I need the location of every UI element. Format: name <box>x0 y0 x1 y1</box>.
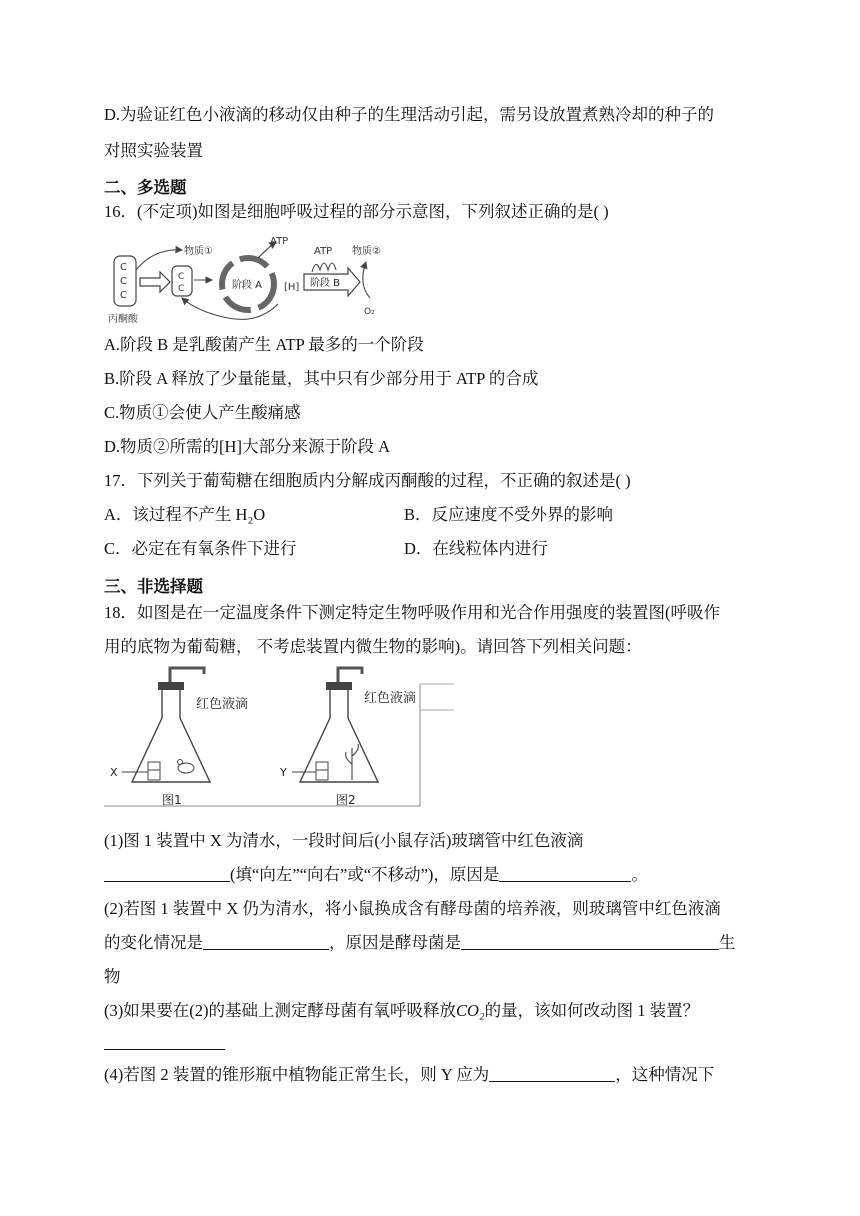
q16-option-d: D.物质②所需的[H]大部分来源于阶段 A <box>104 437 390 456</box>
substance1-label: 物质① <box>184 246 213 257</box>
co2-formula: CO₂ <box>455 1001 485 1020</box>
atp-arrows-b <box>312 263 336 272</box>
pyruvate-c2: C <box>120 276 127 287</box>
q18-part2-line1: (2)若图 1 装置中 X 仍为清水，将小鼠换成含有酵母菌的培养液，则玻璃管中红色液滴 <box>104 899 721 918</box>
flask2-caption: 图2 <box>336 793 356 807</box>
answer-blank[interactable] <box>104 1049 225 1050</box>
pyruvate-c3: C <box>120 290 127 301</box>
glass-tube-1 <box>170 668 204 682</box>
stopper-2 <box>326 682 352 690</box>
answer-blank[interactable] <box>104 865 230 882</box>
flask-apparatus-figure <box>104 664 456 812</box>
two-carbon-c2: C <box>178 284 185 294</box>
stage-a-label: 阶段 A <box>232 280 263 291</box>
q18-part1-hint: (填“向左”“向右”或“不移动”)，原因是 <box>230 865 500 884</box>
q16-option-b: B.阶段 A 释放了少量能量，其中只有少部分用于 ATP 的合成 <box>104 369 539 388</box>
q16-option-c: C.物质①会使人产生酸痛感 <box>104 403 301 422</box>
q18-part1-line1: (1)图 1 装置中 X 为清水，一段时间后(小鼠存活)玻璃管中红色液滴 <box>104 831 584 850</box>
figure-frame-top <box>420 684 454 710</box>
substance2-label: 物质② <box>352 246 381 257</box>
stage-b-label: 阶段 B <box>310 278 341 289</box>
q18-stem-line2: 用的底物为葡萄糖， 不考虑装置内微生物的影响)。请回答下列相关问题： <box>104 637 642 656</box>
atp-label-a: ATP <box>270 236 289 247</box>
glass-tube-2 <box>338 668 362 682</box>
answer-blank[interactable] <box>489 1065 615 1082</box>
section-heading-non-choice: 三、非选择题 <box>104 578 203 596</box>
q17-option-b: B．反应速度不受外界的影响 <box>404 505 614 524</box>
answer-blank[interactable] <box>461 933 719 950</box>
q18-part4-a: (4)若图 2 装置的锥形瓶中植物能正常生长，则 Y 应为 <box>104 1065 490 1084</box>
beaker-1 <box>148 762 160 780</box>
flask2-drop-label: 红色液滴 <box>364 691 417 706</box>
flask1-drop-label: 红色液滴 <box>196 697 249 712</box>
hollow-arrow <box>140 272 170 292</box>
flask1-caption: 图1 <box>162 793 182 807</box>
q16-option-a: A.阶段 B 是乳酸菌产生 ATP 最多的一个阶段 <box>104 335 424 354</box>
q18-part3-a: (3)如果要在(2)的基础上测定酵母菌有氧呼吸释放 <box>104 1001 456 1020</box>
flask1-x-label: X <box>110 766 118 779</box>
answer-blank[interactable] <box>499 865 631 882</box>
q15-option-d-line1: D.为验证红色小液滴的移动仅由种子的生理活动引起，需另设放置煮熟冷却的种子的 <box>104 105 715 124</box>
q18-part2-b: ，原因是酵母菌是 <box>329 933 461 952</box>
q18-part2-line3: 物 <box>104 967 121 986</box>
flask-2 <box>292 668 378 782</box>
q17-option-d: D．在线粒体内进行 <box>404 539 548 558</box>
answer-blank[interactable] <box>203 933 329 950</box>
section-heading-multiple-choice: 二、多选题 <box>104 179 187 197</box>
stopper-1 <box>158 682 184 690</box>
q18-part2-line2 <box>104 932 736 954</box>
flask-1 <box>122 668 210 782</box>
q18-part1-line2 <box>104 864 648 886</box>
q17-stem: 17．下列关于葡萄糖在细胞质内分解成丙酮酸的过程，不正确的叙述是( ) <box>104 471 631 490</box>
q18-part3-b: 的量，该如何改动图 1 装置？ <box>484 1001 700 1020</box>
two-carbon-c1: C <box>178 272 185 282</box>
q18-part3-line1 <box>104 1000 699 1022</box>
pyruvate-c1: C <box>120 262 127 273</box>
q18-stem-line1: 18．如图是在一定温度条件下测定特定生物呼吸作用和光合作用强度的装置图(呼吸作 <box>104 603 720 622</box>
q18-part1-end: 。 <box>631 865 648 884</box>
q17-option-a: A．该过程不产生 H₂O <box>104 505 266 524</box>
q18-part4-b: ，这种情况下 <box>615 1065 715 1084</box>
h-label: [H] <box>284 282 300 293</box>
atp-label-b: ATP <box>314 246 333 257</box>
plant <box>346 744 359 780</box>
q18-part2-a: 的变化情况是 <box>104 933 203 952</box>
q16-stem: 16．(不定项)如图是细胞呼吸过程的部分示意图，下列叙述正确的是( ) <box>104 202 609 221</box>
pyruvate-label: 丙酮酸 <box>108 314 138 325</box>
q18-part2-c: 生 <box>719 933 736 952</box>
q17-option-c: C．必定在有氧条件下进行 <box>104 539 297 558</box>
q18-part4-line1 <box>104 1064 714 1086</box>
o2-label: O₂ <box>364 307 375 317</box>
o2-curve <box>363 262 370 298</box>
cell-respiration-diagram <box>108 232 408 328</box>
flask2-y-label: Y <box>280 766 287 779</box>
q15-option-d-line2: 对照实验装置 <box>104 141 203 160</box>
beaker-2 <box>316 762 328 780</box>
